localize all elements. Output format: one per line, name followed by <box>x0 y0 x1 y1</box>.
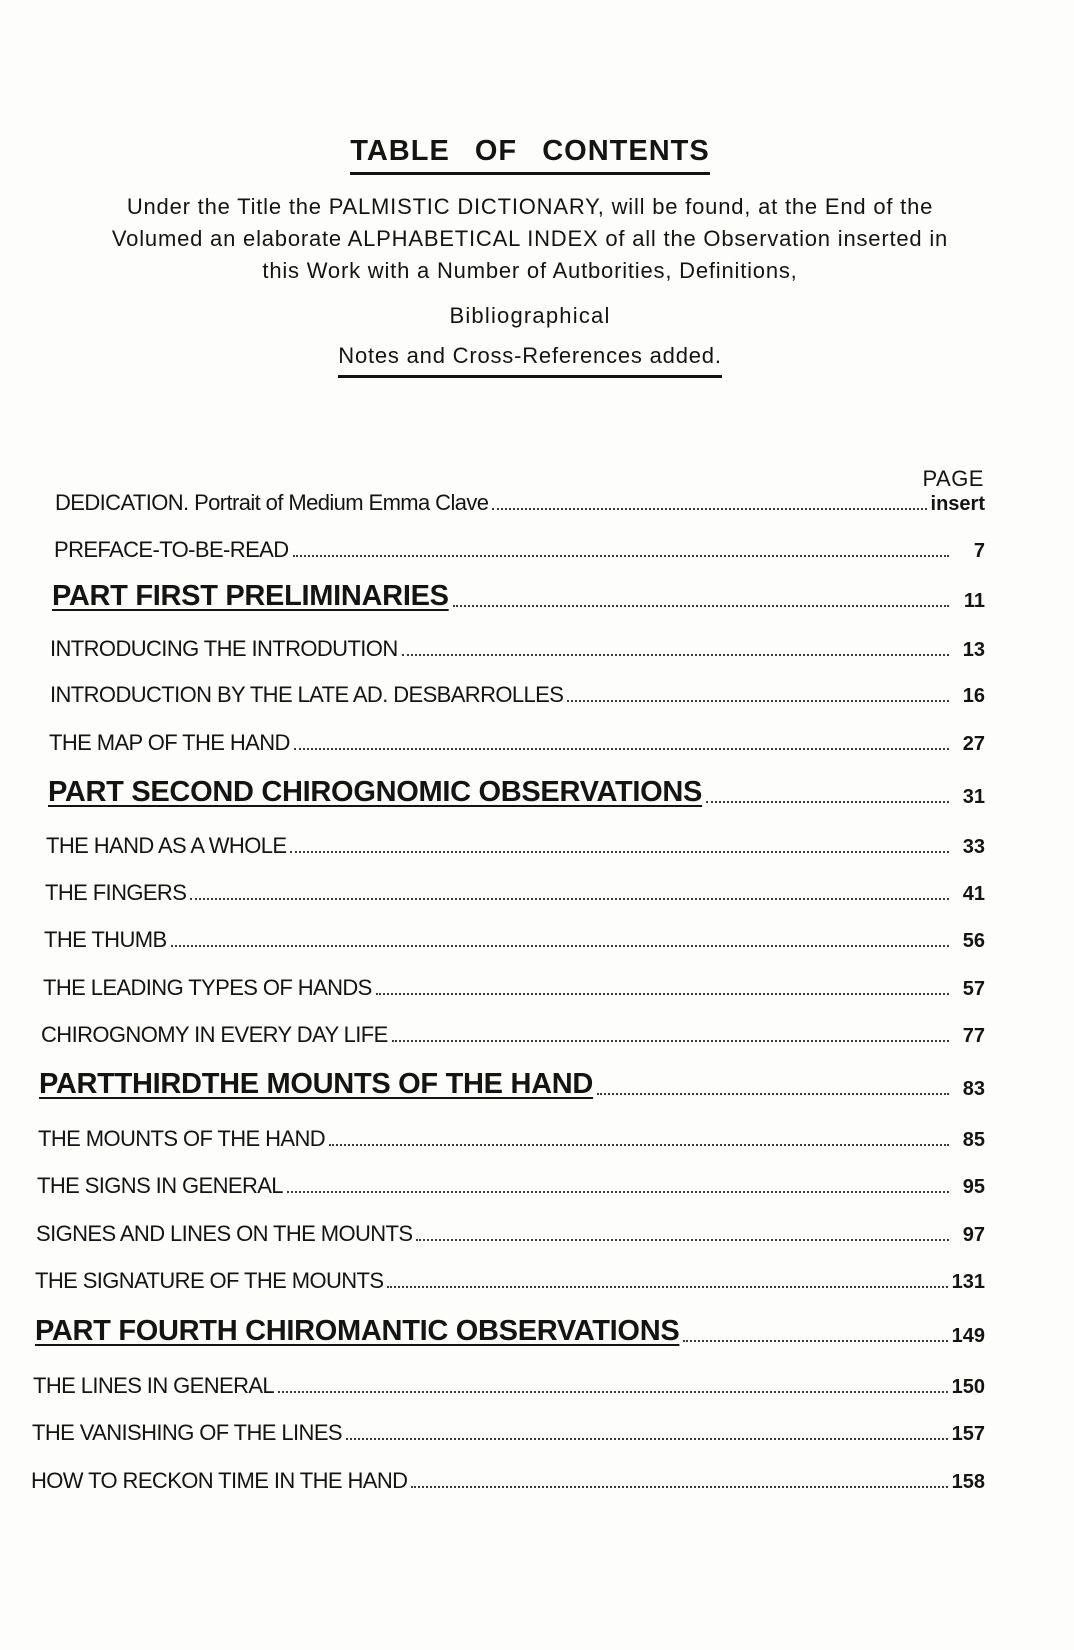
toc-part-row <box>35 1315 985 1348</box>
toc-page-number: 57 <box>962 978 985 1000</box>
toc-entry-row <box>31 1468 985 1494</box>
dot-leader <box>287 1191 949 1193</box>
toc-entry-title: THE THUMB <box>44 927 167 952</box>
dot-leader <box>706 801 949 803</box>
toc-entry-title: PREFACE-TO-BE-READ <box>54 537 289 562</box>
dot-leader <box>293 555 950 557</box>
toc-page-number: 11 <box>963 590 985 612</box>
toc-entry-title: SIGNES AND LINES ON THE MOUNTS <box>36 1221 413 1246</box>
toc-entry-title: THE LEADING TYPES OF HANDS <box>43 975 372 1000</box>
toc-page-number: insert <box>930 493 985 515</box>
toc-entry-title: THE SIGNATURE OF THE MOUNTS <box>35 1268 384 1293</box>
dot-leader <box>683 1340 947 1342</box>
toc-entry-title: THE MAP OF THE HAND <box>49 730 290 755</box>
toc-entry-title: THE VANISHING OF THE LINES <box>32 1420 342 1445</box>
dot-leader <box>346 1438 948 1440</box>
toc-page-number: 16 <box>962 685 985 707</box>
dot-leader <box>387 1286 947 1288</box>
page-title: TABLE OF CONTENTS <box>350 135 709 175</box>
toc-entry-title: THE HAND AS A WHOLE <box>46 833 287 858</box>
toc-page-number: 131 <box>951 1271 985 1293</box>
toc-entry-row <box>54 537 985 563</box>
toc-entry-row <box>36 1221 985 1247</box>
notes-line: Notes and Cross-References added. <box>338 343 721 378</box>
toc-entry-row <box>50 636 985 662</box>
toc-entry-title: THE FINGERS <box>45 880 187 905</box>
toc-entry-title: THE SIGNS IN GENERAL <box>37 1173 283 1198</box>
toc-page-number: 157 <box>951 1423 985 1445</box>
toc-part-title: PART SECOND CHIROGNOMIC OBSERVATIONS <box>48 776 703 808</box>
toc-entry-row <box>38 1126 985 1152</box>
dot-leader <box>492 508 926 510</box>
toc-page-number: 150 <box>951 1376 985 1398</box>
toc-entry-row <box>32 1420 985 1446</box>
toc-page-number: 33 <box>962 836 985 858</box>
heading-block <box>60 135 1000 378</box>
toc-part-title: PART FIRST PRELIMINARIES <box>52 580 449 612</box>
toc-page-number: 77 <box>962 1025 985 1047</box>
toc-entry-row <box>43 975 985 1001</box>
dot-leader <box>171 945 949 947</box>
page-column-label: PAGE <box>922 466 984 491</box>
toc-part-title: PART FOURTH CHIROMANTIC OBSERVATIONS <box>35 1315 680 1347</box>
dot-leader <box>290 851 949 853</box>
toc-entry-title: THE LINES IN GENERAL <box>33 1373 275 1398</box>
toc-entry-title: HOW TO RECKON TIME IN THE HAND <box>31 1468 408 1493</box>
dot-leader <box>294 748 949 750</box>
toc-entry-row <box>44 927 985 953</box>
toc-entry-row <box>41 1022 985 1048</box>
toc-page-number: 13 <box>962 639 985 661</box>
toc-entry-row <box>55 490 985 516</box>
toc-page-number: 95 <box>962 1176 985 1198</box>
toc-entry-title: INTRODUCTION BY THE LATE AD. DESBARROLLES <box>50 682 564 707</box>
toc-entry-row <box>35 1268 985 1294</box>
dot-leader <box>376 993 949 995</box>
toc-page-number: 158 <box>951 1471 985 1493</box>
dot-leader <box>453 605 949 607</box>
toc-page-number: 31 <box>962 786 985 808</box>
toc-page-number: 7 <box>973 540 985 562</box>
toc-part-row <box>52 580 985 613</box>
bibliographical-line: Bibliographical <box>449 303 611 328</box>
dot-leader <box>411 1486 947 1488</box>
toc-entry-row <box>46 833 985 859</box>
toc-part-row <box>48 776 985 809</box>
dot-leader <box>597 1093 949 1095</box>
toc-page-number: 97 <box>962 1224 985 1246</box>
toc-page-number: 83 <box>962 1078 985 1100</box>
dot-leader <box>278 1391 948 1393</box>
toc-page-number: 149 <box>951 1325 985 1347</box>
dot-leader <box>329 1144 949 1146</box>
toc-entry-title: THE MOUNTS OF THE HAND <box>38 1126 326 1151</box>
dot-leader <box>190 898 949 900</box>
dot-leader <box>392 1040 949 1042</box>
dot-leader <box>402 654 949 656</box>
toc-entry-title: DEDICATION. Portrait of Medium Emma Clave <box>55 490 489 515</box>
dot-leader <box>416 1239 949 1241</box>
toc-entry-title: INTRODUCING THE INTRODUTION <box>50 636 398 661</box>
toc-part-row <box>39 1068 985 1101</box>
toc-entry-row <box>33 1373 985 1399</box>
toc-page-number: 56 <box>962 930 985 952</box>
toc-entry-row <box>37 1173 985 1199</box>
toc-entry-row <box>50 682 985 708</box>
toc-page-number: 27 <box>962 733 985 755</box>
toc-page-number: 85 <box>962 1129 985 1151</box>
toc-entry-title: CHIROGNOMY IN EVERY DAY LIFE <box>41 1022 388 1047</box>
toc-page-number: 41 <box>962 883 985 905</box>
toc-part-title: PARTTHIRDTHE MOUNTS OF THE HAND <box>39 1068 594 1100</box>
intro-paragraph: Under the Title the PALMISTIC DICTIONARY, will be found, at the End of the Volumed an elaborate ALPHABETICAL INDEX of all the Observation inserted in this Work with a Number of Autborities, Definitions, <box>111 194 949 283</box>
toc-entry-row <box>45 880 985 906</box>
toc-entry-row <box>49 730 985 756</box>
dot-leader <box>567 700 949 702</box>
